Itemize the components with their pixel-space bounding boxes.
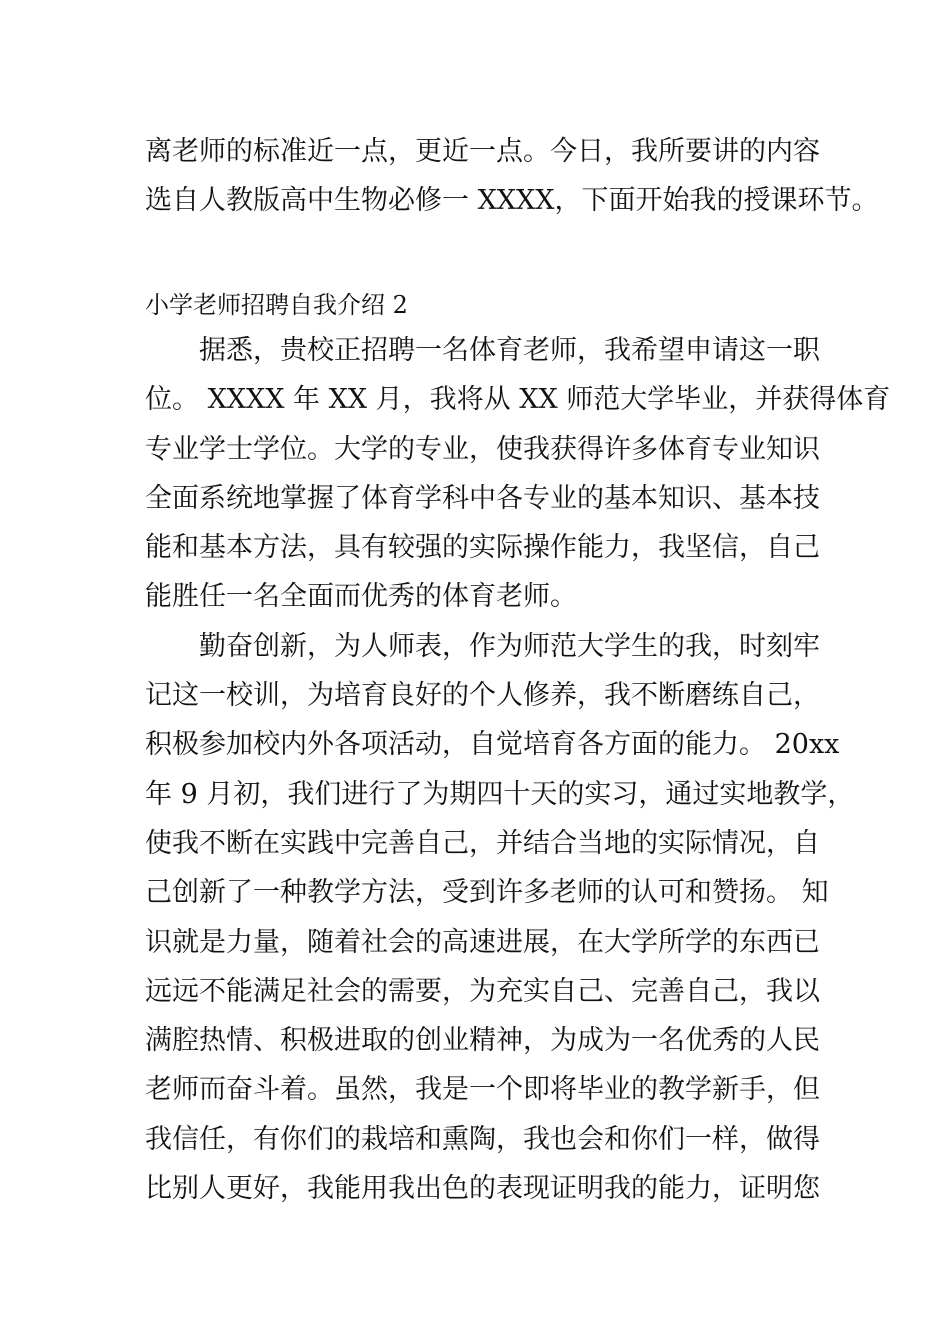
- section-title: 小学老师招聘自我介绍 2: [145, 291, 408, 319]
- text-line: 据悉，贵校正招聘一名体育老师，我希望申请这一职: [145, 335, 820, 366]
- text-line: 全面系统地掌握了体育学科中各专业的基本知识、基本技: [145, 482, 820, 514]
- text-line: 使我不断在实践中完善自己，并结合当地的实际情况，自: [145, 827, 820, 859]
- text-line: 积极参加校内外各项活动，自觉培育各方面的能力。 20xx: [145, 729, 840, 761]
- text-line: 能胜任一名全面而优秀的体育老师。: [145, 581, 577, 613]
- text-line: 远远不能满足社会的需要，为充实自己、完善自己，我以: [145, 975, 820, 1007]
- text-line: 勤奋创新，为人师表，作为师范大学生的我，时刻牢: [145, 630, 820, 662]
- text-line: 老师而奋斗着。虽然，我是一个即将毕业的教学新手，但: [145, 1074, 820, 1106]
- text-line: 己创新了一种教学方法，受到许多老师的认可和赞扬。 知: [145, 877, 829, 909]
- text-line: 选自人教版高中生物必修一 XXXX，下面开始我的授课环节。: [145, 185, 879, 217]
- text-line: 位。 XXXX 年 XX 月，我将从 XX 师范大学毕业，并获得体育: [145, 384, 891, 416]
- text-line: 记这一校训，为培育良好的个人修养，我不断磨练自己，: [145, 680, 820, 712]
- text-line: 识就是力量，随着社会的高速进展，在大学所学的东西已: [145, 926, 820, 958]
- text-line: 我信任，有你们的栽培和熏陶，我也会和你们一样，做得: [145, 1123, 820, 1155]
- body-text: [145, 326, 891, 1213]
- text-line: 能和基本方法，具有较强的实际操作能力，我坚信，自己: [145, 532, 820, 564]
- text-line: 离老师的标准近一点，更近一点。今日，我所要讲的内容: [145, 136, 820, 167]
- text-line: 满腔热情、积极进取的创业精神，为成为一名优秀的人民: [145, 1025, 820, 1057]
- text-line: 比别人更好，我能用我出色的表现证明我的能力，证明您: [145, 1173, 820, 1205]
- text-line: 年 9 月初，我们进行了为期四十天的实习，通过实地教学，: [145, 778, 855, 810]
- text-line: 专业学士学位。大学的专业，使我获得许多体育专业知识: [145, 433, 820, 465]
- intro-paragraph: [145, 127, 879, 226]
